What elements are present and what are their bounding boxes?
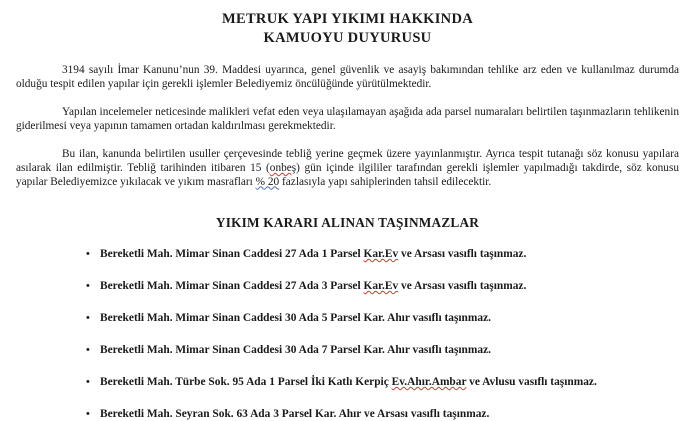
list-item-prefix: Bereketli Mah. Türbe Sok. 95 Ada 1 Parsel İki Katlı Kerpiç (100, 376, 392, 389)
bullet-icon: • (86, 344, 90, 357)
title-line-2: KAMUOYU DUYURUSU (263, 30, 432, 46)
list-item-prefix: Bereketli Mah. Mimar Sinan Caddesi 30 Ada 5 Parsel Kar. Ahır vasıflı taşınmaz. (100, 312, 491, 325)
list-item-suffix: ve Arsası vasıflı taşınmaz. (398, 248, 527, 261)
list-item-prefix: Bereketli Mah. Mimar Sinan Caddesi 30 Ada 7 Parsel Kar. Ahır vasıflı taşınmaz. (100, 344, 491, 357)
list-item-misspelled: Ev.Ahır.Ambar (391, 376, 467, 389)
document-title (14, 10, 681, 48)
paragraph-1: 3194 sayılı İmar Kanunu’nun 39. Maddesi uyarınca, genel güvenlik ve asayiş bakımından tehlike arz eden ve kullanılmaz durumda olduğu tespit edilen yapılar için gerekli işlemler Belediyemiz öncülüğünde yürütülmektedir. (16, 64, 679, 90)
misspelled-word-onbes: onbeş (269, 161, 297, 174)
paragraph-2: Yapılan incelemeler neticesinde malikleri vefat eden veya ulaşılamayan aşağıda ada parsel numaraları belirtilen taşınmazların tehlikenin giderilmesi veya yapının tamamen ortadan kaldırılması gerekmektedir. (16, 106, 679, 132)
bullet-icon: • (86, 408, 90, 421)
list-item-suffix: ve Avlusu vasıflı taşınmaz. (466, 376, 597, 389)
misspelled-word-percent-20: % 20 (255, 175, 280, 188)
section-heading: YIKIM KARARI ALINAN TAŞINMAZLAR (215, 215, 480, 231)
list-item-prefix: Bereketli Mah. Mimar Sinan Caddesi 27 Ada 1 Parsel (100, 248, 364, 261)
list-item-misspelled: Kar.Ev (363, 248, 399, 261)
paragraph-3-segment-1: Bu ilan, kanunda belirtilen usuller çerçevesinde tebliğ yerine geçmek üzere yayınlanmıştır. Ayrıca tespit tutanağı söz konusu yapılara asılarak ilan edilmiştir. Tebliğ tarihinden itibaren 15 ( (16, 148, 679, 174)
list-item-prefix: Bereketli Mah. Mimar Sinan Caddesi 27 Ada 3 Parsel (100, 280, 364, 293)
list-item-suffix: ve Arsası vasıflı taşınmaz. (398, 280, 527, 293)
list-item-misspelled: Kar.Ev (363, 280, 399, 293)
list-item (14, 375, 681, 389)
list-item (14, 343, 681, 357)
paragraph-3-segment-2: ) gün içinde ilgililer tarafından gerekli işlemler yapılmadığı takdirde, söz konusu yapılar Belediyemizce yıkılacak ve yıkım masrafları (16, 161, 679, 188)
paragraph-3 (14, 148, 681, 189)
list-item (14, 311, 681, 325)
bullet-icon: • (86, 280, 90, 293)
paragraph-3-segment-3: fazlasıyla yapı sahiplerinden tahsil edilecektir. (279, 175, 492, 188)
list-item (14, 247, 681, 261)
list-item-prefix: Bereketli Mah. Seyran Sok. 63 Ada 3 Parsel Kar. Ahır ve Arsası vasıflı taşınmaz. (100, 408, 490, 421)
list-item (14, 407, 681, 421)
title-line-1: METRUK YAPI YIKIMI HAKKINDA (222, 11, 473, 27)
bullet-icon: • (86, 376, 90, 389)
bullet-icon: • (86, 248, 90, 261)
property-list (14, 247, 681, 421)
list-item (14, 279, 681, 293)
bullet-icon: • (86, 312, 90, 325)
